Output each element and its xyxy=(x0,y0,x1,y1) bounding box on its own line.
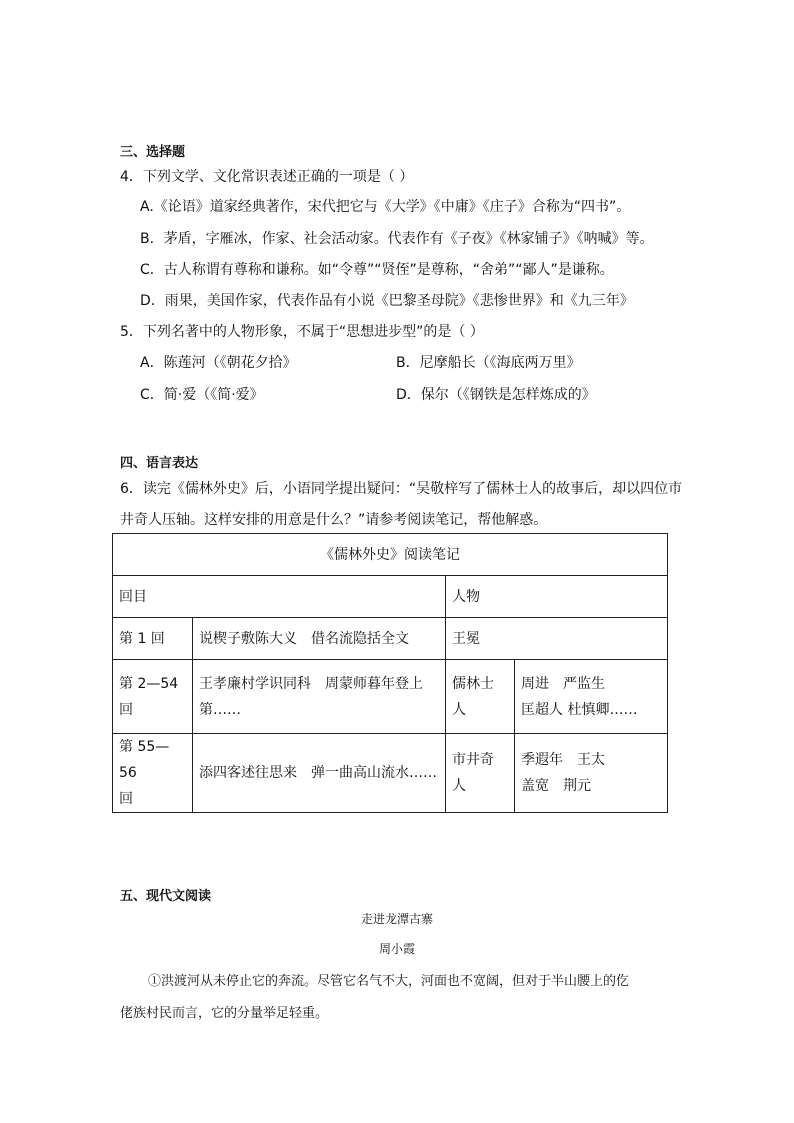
table-row xyxy=(113,618,668,660)
chapter-people: 周进 严监生 匡超人 杜慎卿…… xyxy=(515,660,668,734)
section-heading-reading: 五、现代文阅读 xyxy=(120,889,212,904)
table-header-renwu: 人物 xyxy=(446,576,668,618)
chapter-people: 季遐年 王太 盖宽 荆元 xyxy=(515,734,668,813)
table-row xyxy=(113,734,668,813)
section-heading-expression: 四、语言表达 xyxy=(120,456,199,471)
chapter-title: 添四客述往思来 弹一曲高山流水…… xyxy=(193,734,446,813)
table-header-huimu: 回目 xyxy=(113,576,446,618)
question-4-option-a: A.《论语》道家经典著作，宋代把它与《大学》《中庸》《庄子》合称为“四书”。 xyxy=(140,199,631,215)
question-4-option-c: C．古人称谓有尊称和谦称。如“令尊”“贤侄”是尊称，“舍弟”“鄙人”是谦称。 xyxy=(140,262,614,278)
article-author: 周小霞 xyxy=(378,942,415,956)
people-group: 市井奇 人 xyxy=(446,734,515,813)
question-5-option-a: A．陈莲河（《朝花夕拾》 xyxy=(140,355,297,371)
question-4-option-d: D．雨果，美国作家，代表作品有小说《巴黎圣母院》《悲惨世界》和《九三年》 xyxy=(140,293,634,309)
question-5-stem: 5．下列名著中的人物形象，不属于“思想进步型”的是（ ） xyxy=(120,324,484,340)
paragraph-line-2: 佬族村民而言，它的分量举足轻重。 xyxy=(120,1006,329,1021)
paragraph-line-1: ①洪渡河从未停止它的奔流。尽管它名气不大，河面也不宽阔，但对于半山腰上的仡 xyxy=(148,974,630,989)
reading-notes-table xyxy=(112,533,668,813)
chapter-number: 第 2—54 回 xyxy=(113,660,193,734)
question-6-line-1: 6．读完《儒林外史》后，小语同学提出疑问：“吴敬梓写了儒林士人的故事后，却以四位市 xyxy=(120,481,683,497)
people-group: 儒林士 人 xyxy=(446,660,515,734)
article-title: 走进龙潭古寨 xyxy=(360,912,433,926)
section-heading-choice: 三、选择题 xyxy=(120,145,186,160)
question-6-line-2: 井奇人压轴。这样安排的用意是什么？”请参考阅读笔记，帮他解惑。 xyxy=(120,512,548,528)
question-5-option-c: C．简·爱（《简·爱》 xyxy=(140,387,264,403)
chapter-number: 第 1 回 xyxy=(113,618,193,660)
chapter-number: 第 55—56 回 xyxy=(113,734,193,813)
chapter-people: 王冕 xyxy=(446,618,668,660)
chapter-title: 王孝廉村学识同科 周蒙师暮年登上 第…… xyxy=(193,660,446,734)
table-row xyxy=(113,660,668,734)
chapter-title: 说楔子敷陈大义 借名流隐括全文 xyxy=(193,618,446,660)
table-title: 《儒林外史》阅读笔记 xyxy=(113,534,668,576)
question-5-option-b: B．尼摩船长（《海底两万里》 xyxy=(396,355,581,371)
question-4-stem: 4．下列文学、文化常识表述正确的一项是（ ） xyxy=(120,169,414,185)
question-4-option-b: B．茅盾，字雁冰，作家、社会活动家。代表作有《子夜》《林家铺子》《呐喊》等。 xyxy=(140,231,654,247)
question-5-option-d: D．保尔（《钢铁是怎样炼成的》 xyxy=(396,387,596,403)
